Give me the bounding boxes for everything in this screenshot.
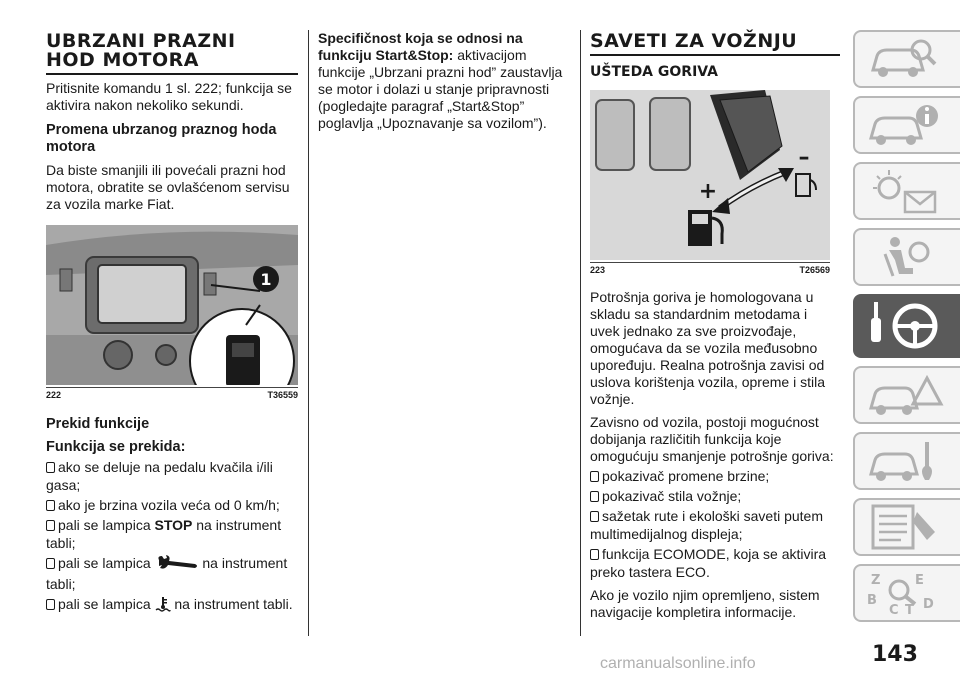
intro-text: Pritisnite komandu 1 sl. 222; funkcija se aktivira nakon nekoliko sekundi. (46, 80, 292, 113)
list-item: ako se deluje na pedalu kvačila i/ili gasa; (46, 459, 273, 493)
list-item: pali se lampica na instrument tabli. (46, 595, 298, 616)
list-item: funkcija ECOMODE, koja se aktivira preko tastera ECO. (590, 546, 827, 580)
car-info-icon (865, 100, 945, 150)
tab-technical-data[interactable] (853, 498, 960, 556)
tab-car-search[interactable] (853, 30, 960, 88)
sub-heading: Promena ubrzanog praznog hoda motora (46, 122, 277, 155)
bullet-icon (46, 520, 55, 531)
title-rule (590, 54, 840, 56)
pedals-fuel-illustration (590, 90, 830, 260)
key-steering-wheel-icon (861, 298, 951, 354)
warning-light-message-icon (865, 166, 945, 216)
figure-code: T36559 (267, 390, 298, 400)
figure-number: 222 (46, 390, 62, 400)
bullet-icon (46, 558, 55, 569)
figure-caption (46, 387, 298, 400)
figure-caption (590, 262, 830, 275)
sub-title: UŠTEDA GORIVA (590, 64, 718, 80)
decrease-symbol: – (798, 145, 810, 170)
alphabet-index-icon (865, 568, 945, 618)
tab-emergency[interactable] (853, 366, 960, 424)
bullet-icon (590, 511, 599, 522)
figure-image (46, 225, 298, 385)
watermark-text: carmanualsonline.info (600, 655, 756, 672)
figure-222 (46, 225, 298, 400)
paragraph: Zavisno od vozila, postoji mogućnost dobijanja različitih funkcija koje omogućuju smanjenje potrošnje goriva: (590, 414, 834, 464)
list-item: pokazivač stila vožnje; (590, 487, 840, 505)
feature-list (590, 467, 840, 581)
bullet-icon (590, 549, 599, 560)
svg-text:C: C (889, 603, 899, 618)
stop-heading: Prekid funkcije (46, 416, 150, 432)
tab-maintenance[interactable] (853, 432, 960, 490)
svg-text:D: D (923, 597, 934, 612)
dashboard-illustration (46, 225, 298, 385)
figure-number: 223 (590, 265, 606, 275)
svg-text:Z: Z (871, 573, 881, 588)
svg-text:E: E (915, 573, 924, 588)
bullet-icon (590, 471, 599, 482)
column-divider (580, 30, 581, 636)
bullet-icon (46, 599, 55, 610)
right-column (590, 32, 840, 621)
paragraph: Potrošnja goriva je homologovana u skladu sa standardnim metodama i uvek jednako za sve proizvođaje, omogućava da se vozila međusobno upoređuju. Realna potrošnja zavisi od uslova korištenja vozila, opreme i stila vožnje. (590, 289, 825, 407)
middle-column (318, 30, 570, 132)
callout-label: 1 (260, 270, 272, 289)
sub-text: Da biste smanjili ili povećali prazni hod motora, obratite se ovlašćenom servisu za vozila marke Fiat. (46, 162, 290, 212)
increase-symbol: + (698, 179, 718, 204)
section-title: SAVETI ZA VOŽNJU (590, 30, 798, 52)
tab-car-info[interactable] (853, 96, 960, 154)
tab-safety[interactable] (853, 228, 960, 286)
wrench-icon (155, 555, 199, 575)
column-divider (308, 30, 309, 636)
title-rule (46, 73, 298, 75)
figure-code: T26569 (799, 265, 830, 275)
paragraph: Ako je vozilo njim opremljeno, sistem navigacije kompletira informacije. (590, 587, 820, 620)
bullet-icon (46, 500, 55, 511)
section-title: UBRZANI PRAZNI HOD MOTORA (46, 30, 236, 71)
car-wrench-icon (865, 436, 945, 486)
bullet-icon (46, 462, 55, 473)
tab-starting-driving[interactable] (853, 294, 960, 358)
airbag-seat-icon (865, 232, 945, 282)
svg-text:B: B (867, 593, 877, 608)
bullet-icon (590, 491, 599, 502)
list-item: pokazivač promene brzine; (590, 467, 840, 485)
svg-text:T: T (905, 603, 914, 618)
stop-list (46, 458, 298, 616)
page-number: 143 (872, 642, 918, 667)
left-column (46, 32, 298, 618)
coolant-temperature-icon (155, 596, 171, 616)
list-item: pali se lampica na instrument tabli; (46, 555, 288, 592)
figure-image (590, 90, 830, 260)
list-item: ako je brzina vozila veća od 0 km/h; (46, 496, 298, 514)
car-warning-triangle-icon (865, 370, 945, 420)
list-item: pali se lampica STOP na instrument tabli; (46, 517, 282, 551)
list-item: sažetak rute i ekološki saveti putem multimedijalnog displeja; (590, 508, 823, 542)
start-stop-note: Specifičnost koja se odnosi na funkciju Start&Stop: aktivacijom funkcije „Ubrzani prazni hod” zaustavlja se motor i dolazi u stanje pripravnosti (pogledajte paragraf „Start&Stop” poglavlja „Upoznavanje sa vozilom”). (318, 30, 563, 131)
document-list-icon (865, 502, 945, 552)
stop-lead: Funkcija se prekida: (46, 439, 186, 455)
car-search-icon (865, 34, 945, 84)
tab-index[interactable] (853, 564, 960, 622)
tab-warning-lights[interactable] (853, 162, 960, 220)
figure-223 (590, 90, 840, 275)
